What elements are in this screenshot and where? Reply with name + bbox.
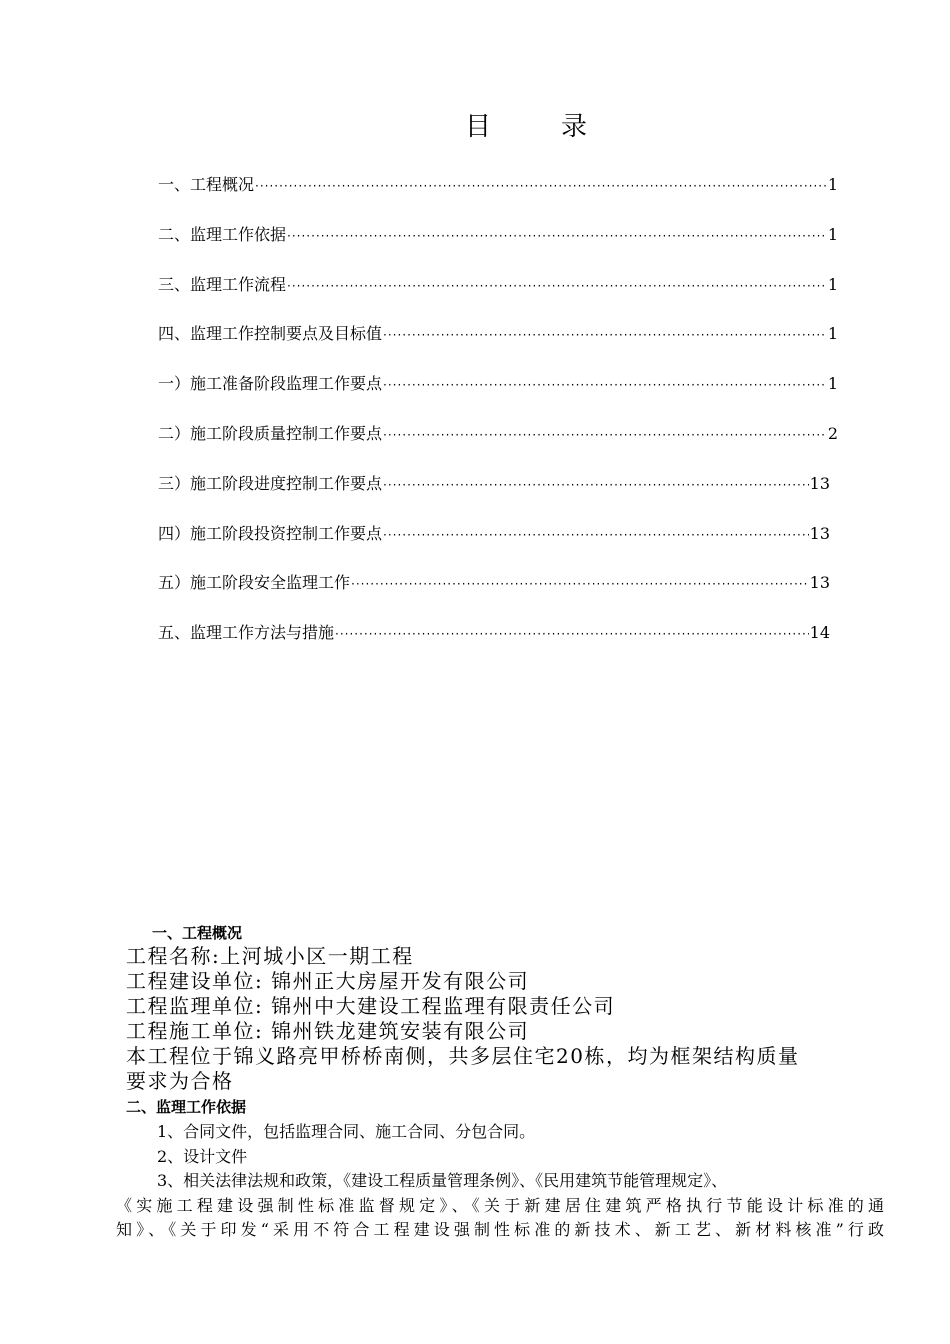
toc-entry-page: 1 bbox=[827, 224, 838, 244]
toc-leader bbox=[335, 627, 809, 641]
toc-entry-label: 一）施工准备阶段监理工作要点 bbox=[158, 374, 383, 394]
toc-entry-label: 三）施工阶段进度控制工作要点 bbox=[158, 473, 383, 493]
toc-entry-label: 四、监理工作控制要点及目标值 bbox=[158, 324, 383, 344]
toc-leader bbox=[287, 229, 827, 243]
builder-unit: 工程建设单位: 锦州正大房屋开发有限公司 bbox=[126, 969, 530, 993]
toc-entry[interactable] bbox=[158, 321, 838, 371]
toc-entry-page: 13 bbox=[809, 573, 830, 593]
toc-leader bbox=[351, 577, 809, 591]
toc-entry-page: 14 bbox=[809, 623, 830, 643]
toc-entry[interactable] bbox=[158, 471, 830, 521]
toc-entry[interactable] bbox=[158, 620, 830, 670]
toc-leader bbox=[287, 279, 827, 293]
toc-entry[interactable] bbox=[158, 272, 838, 322]
toc-leader bbox=[383, 528, 809, 542]
project-name: 工程名称:上河城小区一期工程 bbox=[126, 944, 414, 968]
toc-entry-label: 五）施工阶段安全监理工作 bbox=[158, 573, 351, 593]
toc-entry-label: 五、监理工作方法与措施 bbox=[158, 623, 335, 643]
basis-item-3-line1: 3、相关法律法规和政策，《建设工程质量管理条例》、《民用建筑节能管理规定》、 bbox=[157, 1171, 728, 1190]
toc-entry-label: 三、监理工作流程 bbox=[158, 274, 287, 294]
toc-entry-page: 1 bbox=[827, 324, 838, 344]
toc-leader bbox=[255, 179, 827, 193]
supervisor-unit: 工程监理单位: 锦州中大建设工程监理有限责任公司 bbox=[126, 994, 616, 1018]
toc-entry[interactable] bbox=[158, 521, 830, 571]
constructor-unit: 工程施工单位: 锦州铁龙建筑安装有限公司 bbox=[126, 1019, 530, 1043]
basis-item-1: 1、合同文件，包括监理合同、施工合同、分包合同。 bbox=[157, 1122, 536, 1141]
toc-entry-page: 1 bbox=[827, 374, 838, 394]
toc-entry[interactable] bbox=[158, 421, 838, 471]
toc-entry[interactable] bbox=[158, 172, 838, 222]
basis-item-3-line3: 知》、《关于印发“采用不符合工程建设强制性标准的新技术、新工艺、新材料核准”行政 bbox=[116, 1220, 884, 1239]
toc-entry[interactable] bbox=[158, 570, 830, 620]
toc-title-right: 录 bbox=[561, 112, 588, 142]
basis-item-2: 2、设计文件 bbox=[157, 1147, 248, 1166]
toc-leader bbox=[383, 478, 809, 492]
toc-title bbox=[0, 106, 950, 143]
toc-leader bbox=[383, 428, 827, 442]
section-heading-overview: 一、工程概况 bbox=[152, 924, 243, 942]
toc-entry-label: 二）施工阶段质量控制工作要点 bbox=[158, 423, 383, 443]
project-description-line2: 要求为合格 bbox=[126, 1069, 234, 1093]
table-of-contents bbox=[158, 172, 838, 670]
basis-item-3-line2: 《实施工程建设强制性标准监督规定》、《关于新建居住建筑严格执行节能设计标准的通 bbox=[116, 1196, 884, 1215]
toc-entry-page: 13 bbox=[809, 473, 830, 493]
toc-entry-page: 1 bbox=[827, 175, 838, 194]
project-description-line1: 本工程位于锦义路亮甲桥桥南侧，共多层住宅20栋，均为框架结构质量 bbox=[126, 1044, 800, 1068]
section-heading-basis: 二、监理工作依据 bbox=[126, 1098, 247, 1116]
toc-leader bbox=[383, 328, 827, 342]
toc-title-left: 目 bbox=[464, 112, 491, 142]
toc-entry-page: 1 bbox=[827, 274, 838, 294]
toc-entry[interactable] bbox=[158, 222, 838, 272]
toc-leader bbox=[383, 378, 827, 392]
toc-entry-label: 一、工程概况 bbox=[158, 175, 255, 194]
toc-entry-label: 二、监理工作依据 bbox=[158, 224, 287, 244]
toc-entry[interactable] bbox=[158, 371, 838, 421]
toc-entry-page: 13 bbox=[809, 523, 830, 543]
toc-entry-label: 四）施工阶段投资控制工作要点 bbox=[158, 523, 383, 543]
toc-entry-page: 2 bbox=[827, 423, 838, 443]
